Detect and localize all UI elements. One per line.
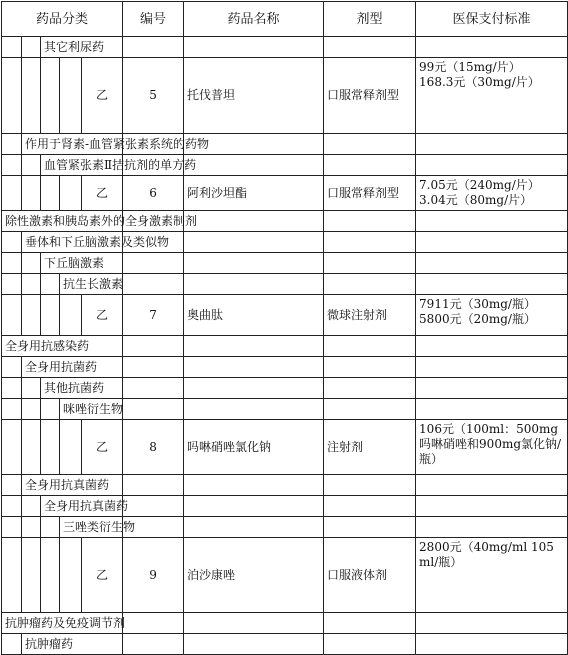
indent-cell — [60, 538, 82, 613]
indent-cell — [22, 496, 41, 517]
indent-cell — [22, 538, 41, 613]
header-price: 医保支付标准 — [416, 2, 568, 37]
indent-cell — [2, 155, 22, 176]
price-cell — [416, 211, 568, 232]
category-row — [2, 37, 568, 58]
dosage-form-cell — [324, 274, 416, 295]
header-code: 编号 — [123, 2, 184, 37]
category-row — [2, 232, 568, 253]
code-cell — [123, 274, 184, 295]
code-cell — [123, 634, 184, 655]
drug-name-cell — [184, 336, 324, 357]
category-row — [2, 357, 568, 378]
indent-cell — [41, 517, 60, 538]
indent-cell — [22, 253, 41, 274]
dosage-form-cell — [324, 134, 416, 155]
indent-cell — [60, 176, 82, 211]
dosage-form-cell: 微球注射剂 — [324, 295, 416, 336]
indent-cell — [22, 295, 41, 336]
grade-cell: 乙 — [82, 538, 123, 613]
dosage-form-cell — [324, 155, 416, 176]
dosage-form-cell — [324, 496, 416, 517]
code-cell — [123, 475, 184, 496]
price-cell — [416, 496, 568, 517]
code-cell: 5 — [123, 58, 184, 134]
indent-cell — [2, 357, 22, 378]
price-cell — [416, 517, 568, 538]
code-cell — [123, 399, 184, 420]
category-name-cell: 抗肿瘤药 — [22, 634, 123, 655]
drug-row — [2, 538, 568, 613]
code-cell — [123, 253, 184, 274]
price-cell — [416, 613, 568, 634]
dosage-form-cell: 注射剂 — [324, 420, 416, 475]
drug-name-cell — [184, 613, 324, 634]
drug-name-cell — [184, 155, 324, 176]
category-name-cell: 抗肿瘤药及免疫调节剂 — [2, 613, 123, 634]
drug-name-cell — [184, 37, 324, 58]
code-cell — [123, 613, 184, 634]
category-row — [2, 634, 568, 655]
category-name-cell: 全身用抗真菌药 — [22, 475, 123, 496]
code-cell — [123, 378, 184, 399]
category-row — [2, 155, 568, 176]
grade-cell: 乙 — [82, 176, 123, 211]
dosage-form-cell — [324, 211, 416, 232]
dosage-form-cell — [324, 232, 416, 253]
price-cell — [416, 37, 568, 58]
category-name-cell: 下丘脑激素 — [41, 253, 123, 274]
category-name-cell: 其它利尿药 — [41, 37, 123, 58]
price-cell: 7.05元（240mg/片） 3.04元（80mg/片） — [416, 176, 568, 211]
indent-cell — [22, 155, 41, 176]
indent-cell — [2, 634, 22, 655]
indent-cell — [2, 496, 22, 517]
drug-name-cell — [184, 517, 324, 538]
price-cell: 99元（15mg/片） 168.3元（30mg/片） — [416, 58, 568, 134]
category-name-cell: 垂体和下丘脑激素及类似物 — [22, 232, 123, 253]
code-cell: 7 — [123, 295, 184, 336]
dosage-form-cell — [324, 399, 416, 420]
grade-cell: 乙 — [82, 295, 123, 336]
indent-cell — [2, 134, 22, 155]
category-name-cell: 全身用抗菌药 — [22, 357, 123, 378]
indent-cell — [2, 176, 22, 211]
category-row — [2, 336, 568, 357]
drug-name-cell: 托伐普坦 — [184, 58, 324, 134]
dosage-form-cell — [324, 37, 416, 58]
indent-cell — [2, 420, 22, 475]
price-cell — [416, 232, 568, 253]
price-cell: 7911元（30mg/瓶） 5800元（20mg/瓶） — [416, 295, 568, 336]
indent-cell — [60, 58, 82, 134]
indent-cell — [2, 58, 22, 134]
indent-cell — [22, 517, 41, 538]
code-cell — [123, 357, 184, 378]
grade-cell: 乙 — [82, 420, 123, 475]
category-row — [2, 378, 568, 399]
drug-name-cell — [184, 253, 324, 274]
drug-name-cell — [184, 211, 324, 232]
category-row — [2, 253, 568, 274]
dosage-form-cell: 口服常释剂型 — [324, 176, 416, 211]
drug-row — [2, 295, 568, 336]
dosage-form-cell — [324, 634, 416, 655]
drug-name-cell — [184, 634, 324, 655]
indent-cell — [22, 399, 41, 420]
drug-row — [2, 58, 568, 134]
indent-cell — [2, 253, 22, 274]
category-name-cell: 血管紧张素Ⅱ拮抗剂的单方药 — [41, 155, 123, 176]
drug-name-cell — [184, 378, 324, 399]
category-row — [2, 211, 568, 232]
dosage-form-cell — [324, 336, 416, 357]
indent-cell — [22, 58, 41, 134]
drug-name-cell: 泊沙康唑 — [184, 538, 324, 613]
indent-cell — [41, 58, 60, 134]
price-cell — [416, 336, 568, 357]
category-name-cell: 全身用抗感染药 — [2, 336, 123, 357]
indent-cell — [60, 295, 82, 336]
table-header-row — [2, 2, 568, 37]
price-cell — [416, 475, 568, 496]
dosage-form-cell — [324, 517, 416, 538]
price-cell — [416, 134, 568, 155]
category-row — [2, 274, 568, 295]
indent-cell — [22, 176, 41, 211]
dosage-form-cell — [324, 613, 416, 634]
indent-cell — [2, 517, 22, 538]
dosage-form-cell — [324, 475, 416, 496]
grade-cell: 乙 — [82, 58, 123, 134]
indent-cell — [41, 176, 60, 211]
category-row — [2, 613, 568, 634]
drug-name-cell — [184, 399, 324, 420]
dosage-form-cell — [324, 253, 416, 274]
indent-cell — [2, 538, 22, 613]
code-cell: 6 — [123, 176, 184, 211]
category-name-cell: 作用于肾素-血管紧张素系统的药物 — [22, 134, 123, 155]
dosage-form-cell — [324, 357, 416, 378]
indent-cell — [22, 420, 41, 475]
price-cell: 106元（100ml：500mg吗啉硝唑和900mg氯化钠/瓶） — [416, 420, 568, 475]
header-category: 药品分类 — [2, 2, 123, 37]
price-cell — [416, 634, 568, 655]
indent-cell — [41, 274, 60, 295]
indent-cell — [2, 37, 22, 58]
drug-name-cell — [184, 357, 324, 378]
drug-name-cell: 奥曲肽 — [184, 295, 324, 336]
indent-cell — [41, 295, 60, 336]
dosage-form-cell: 口服常释剂型 — [324, 58, 416, 134]
indent-cell — [60, 420, 82, 475]
drug-name-cell — [184, 496, 324, 517]
code-cell: 9 — [123, 538, 184, 613]
drug-name-cell: 阿利沙坦酯 — [184, 176, 324, 211]
category-row — [2, 475, 568, 496]
drug-name-cell — [184, 475, 324, 496]
category-row — [2, 496, 568, 517]
indent-cell — [41, 420, 60, 475]
price-cell — [416, 155, 568, 176]
code-cell — [123, 37, 184, 58]
code-cell: 8 — [123, 420, 184, 475]
price-cell: 2800元（40mg/ml 105ml/瓶） — [416, 538, 568, 613]
category-row — [2, 399, 568, 420]
indent-cell — [41, 538, 60, 613]
drug-row — [2, 176, 568, 211]
table-body — [2, 37, 568, 655]
code-cell — [123, 496, 184, 517]
drug-row — [2, 420, 568, 475]
indent-cell — [2, 399, 22, 420]
drug-name-cell — [184, 232, 324, 253]
header-name: 药品名称 — [184, 2, 324, 37]
header-form: 剂型 — [324, 2, 416, 37]
category-name-cell: 咪唑衍生物 — [60, 399, 123, 420]
category-row — [2, 134, 568, 155]
price-cell — [416, 399, 568, 420]
price-cell — [416, 253, 568, 274]
category-name-cell: 其他抗菌药 — [41, 378, 123, 399]
category-name-cell: 全身用抗真菌药 — [41, 496, 123, 517]
indent-cell — [2, 475, 22, 496]
drug-name-cell: 吗啉硝唑氯化钠 — [184, 420, 324, 475]
drug-payment-table — [1, 1, 568, 655]
indent-cell — [22, 274, 41, 295]
dosage-form-cell — [324, 378, 416, 399]
category-name-cell: 三唑类衍生物 — [60, 517, 123, 538]
category-name-cell: 抗生长激素 — [60, 274, 123, 295]
indent-cell — [2, 232, 22, 253]
indent-cell — [2, 295, 22, 336]
price-cell — [416, 378, 568, 399]
price-cell — [416, 274, 568, 295]
indent-cell — [2, 378, 22, 399]
code-cell — [123, 336, 184, 357]
indent-cell — [2, 274, 22, 295]
indent-cell — [22, 37, 41, 58]
drug-name-cell — [184, 274, 324, 295]
price-cell — [416, 357, 568, 378]
category-row — [2, 517, 568, 538]
dosage-form-cell: 口服液体剂 — [324, 538, 416, 613]
category-name-cell: 除性激素和胰岛素外的全身激素制剂 — [2, 211, 123, 232]
indent-cell — [22, 378, 41, 399]
indent-cell — [41, 399, 60, 420]
